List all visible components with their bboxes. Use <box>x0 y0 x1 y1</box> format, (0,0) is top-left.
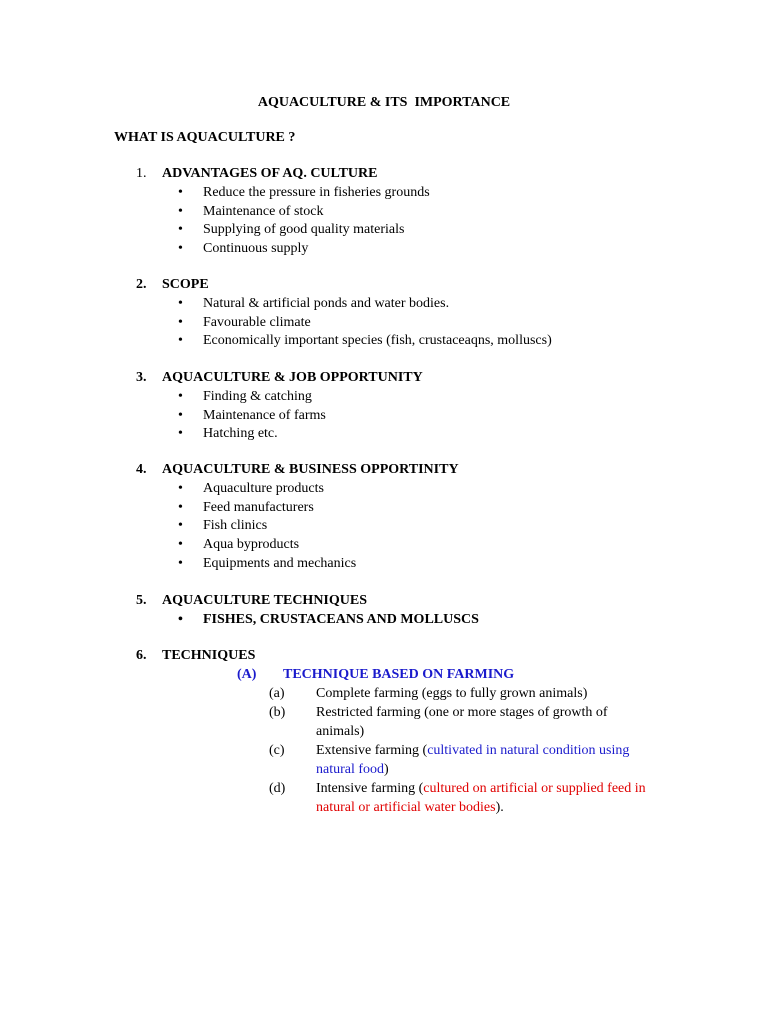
item-letter: (b) <box>269 705 286 720</box>
section-number: 5. <box>136 593 147 608</box>
bullet-icon: • <box>178 537 183 553</box>
document-page: AQUACULTURE & ITS IMPORTANCE WHAT IS AQUACULTURE ? 1. ADVANTAGES OF AQ. CULTURE • Reduce the pressure in fisheries grounds • Maintenance of stock • Supplying of good quality materials • Continuous supply 2. SCOPE • Natural & artificial ponds and water bodies. • Favourable climate • Economically important species (fish, crustaceaqns, molluscs) 3. AQUACULTURE & JOB OPPORTUNITY • Finding & catching • Maintenance of farms • Hatching etc. 4. AQUACULTURE & BUSINESS OPPORTINITY • Aquaculture products • Feed manufacturers • Fish clinics • Aqua byproducts • Equipments and mechanics 5. AQUACULTURE TECHNIQUES • FISHES, CRUSTACEANS AND MOLLUSCS 6. TECHNIQUES (A) TECHNIQUE BASED ON FARMING (a) Complete farming (eggs to fully grown animals) (b) Restricted farming (one or more stages of growth of animals) (c) Extensive farming (cultivated in natural condition using natural food) (d) Intensive farming (cultured on artificial or supplied feed in natural or artificial water bodies). <box>0 0 768 1024</box>
bullet-icon: • <box>178 314 183 330</box>
section-number: 2. <box>136 277 147 292</box>
section-number: 4. <box>136 462 147 477</box>
extensive-note: cultivated in natural condition using natural food <box>316 743 630 777</box>
section-label: ADVANTAGES OF AQ. CULTURE <box>162 166 378 181</box>
sub-heading-title: TECHNIQUE BASED ON FARMING <box>283 667 515 682</box>
document-title: AQUACULTURE & ITS IMPORTANCE <box>257 95 511 110</box>
bullet-icon: • <box>178 241 183 257</box>
list-item: (b) Restricted farming (one or more stages of growth of animals) <box>269 705 608 739</box>
bullet-icon: • <box>178 222 183 238</box>
section-number: 1. <box>136 166 147 181</box>
sub-heading-label: (A) <box>237 667 257 682</box>
bullet-icon: • <box>178 426 183 442</box>
list-item: (c) Extensive farming (cultivated in natural condition using natural food) <box>269 743 630 777</box>
list-item: (d) Intensive farming (cultured on artificial or supplied feed in natural or artificial water bodies). <box>269 781 646 815</box>
section-techniques <box>0 646 656 817</box>
section-label: AQUACULTURE TECHNIQUES <box>162 593 367 608</box>
section-label: SCOPE <box>162 277 209 292</box>
section-label: AQUACULTURE & BUSINESS OPPORTINITY <box>162 462 459 477</box>
section-heading <box>0 646 656 665</box>
item-letter: (d) <box>269 781 286 796</box>
section-number: 3. <box>136 370 147 385</box>
bullet-icon: • <box>178 518 183 534</box>
section-label: AQUACULTURE & JOB OPPORTUNITY <box>162 370 423 385</box>
bullet-icon: • <box>178 296 183 311</box>
question-heading: WHAT IS AQUACULTURE ? <box>114 130 296 145</box>
bullet-icon: • <box>178 481 183 496</box>
list-item: (a) Complete farming (eggs to fully grown animals) <box>269 686 588 701</box>
bullet-icon: • <box>178 185 183 200</box>
bullet-icon: • <box>178 499 183 515</box>
item-letter: (a) <box>269 686 285 701</box>
bullet-icon: • <box>178 203 183 219</box>
section-label: TECHNIQUES <box>162 648 256 663</box>
bullet-icon: • <box>178 407 183 423</box>
section-number: 6. <box>136 648 147 663</box>
bullet-icon: • <box>178 333 183 349</box>
item-letter: (c) <box>269 743 285 758</box>
sub-heading <box>0 665 656 684</box>
bullet-icon: • <box>178 612 183 627</box>
bullet-icon: • <box>178 555 183 571</box>
intensive-note: cultured on artificial or supplied feed in natural or artificial water bodies <box>316 781 646 815</box>
bullet-icon: • <box>178 389 183 404</box>
lettered-list <box>0 684 656 817</box>
